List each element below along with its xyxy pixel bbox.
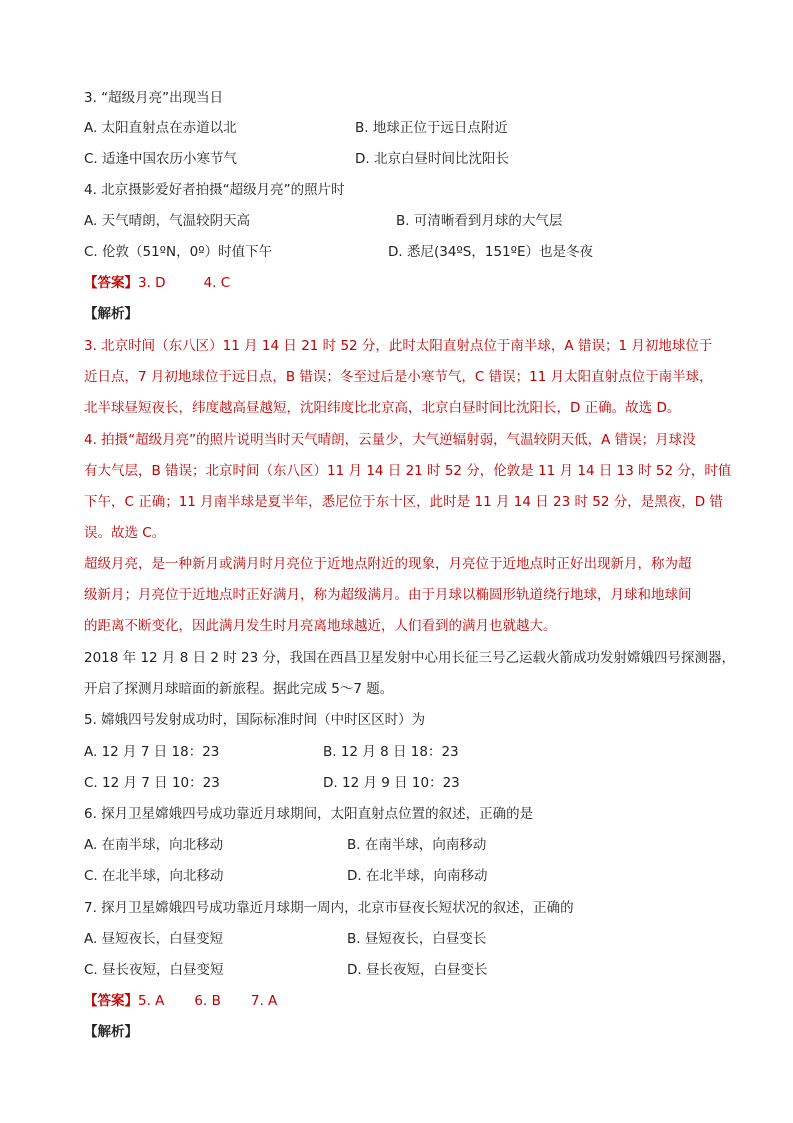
q4-option-b: B. 可清晰看到月球的大气层	[396, 213, 563, 229]
q6-stem: 6. 探月卫星嫦娥四号成功靠近月球期间，太阳直射点位置的叙述，正确的是	[84, 806, 534, 822]
answer-6: 6. B	[194, 993, 221, 1009]
exp4-line: 下午，C 正确；11 月南半球是夏半年，悉尼位于东十区，此时是 11 月 14 日 23 时 52 分，是黑夜，D 错	[84, 494, 723, 510]
q6-option-a: A. 在南半球，向北移动	[84, 837, 224, 853]
exp4-line: 有大气层，B 错误；北京时间（东八区）11 月 14 日 21 时 52 分，伦敦是 11 月 14 日 13 时 52 分，时值	[84, 463, 732, 479]
note-line: 级新月；月亮位于近地点时正好满月，称为超级满月。由于月球以椭圆形轨道绕行地球，月球和地球间	[84, 587, 692, 603]
answer-3: 3. D	[138, 275, 166, 291]
note-line: 的距离不断变化，因此满月发生时月亮离地球越近，人们看到的满月也就越大。	[84, 618, 557, 634]
exp3-line: 北半球昼短夜长，纬度越高昼越短，沈阳纬度比北京高，北京白昼时间比沈阳长，D 正确。故选 D。	[84, 400, 681, 416]
q4-option-d: D. 悉尼(34ºS，151ºE）也是冬夜	[388, 244, 594, 260]
q7-option-c: C. 昼长夜短，白昼变短	[84, 962, 224, 978]
intro-line: 2018 年 12 月 8 日 2 时 23 分，我国在西昌卫星发射中心用长征三号乙运载火箭成功发射嫦娥四号探测器，	[84, 650, 736, 666]
q4-option-c: C. 伦敦（51ºN，0º）时值下午	[84, 244, 273, 260]
answer-7: 7. A	[250, 993, 278, 1009]
answer-label: 【答案】	[84, 993, 138, 1009]
intro-line: 开启了探测月球暗面的新旅程。据此完成 5～7 题。	[84, 681, 394, 697]
q5-option-c: C. 12 月 7 日 10：23	[84, 775, 220, 791]
q3-option-b: B. 地球正位于远日点附近	[355, 120, 508, 136]
answer-5: 5. A	[138, 993, 165, 1009]
q5-option-b: B. 12 月 8 日 18：23	[323, 744, 459, 760]
q7-option-a: A. 昼短夜长，白昼变短	[84, 931, 224, 947]
exp4-line: 误。故选 C。	[84, 525, 166, 541]
q3-option-d: D. 北京白昼时间比沈阳长	[355, 151, 509, 167]
q4-option-a: A. 天气晴朗，气温较阴天高	[84, 213, 251, 229]
analysis-label-1: 【解析】	[84, 306, 138, 322]
q3-option-c: C. 适逢中国农历小寒节气	[84, 151, 238, 167]
q7-option-d: D. 昼长夜短，白昼变长	[347, 962, 488, 978]
analysis-label-2: 【解析】	[84, 1024, 138, 1040]
q7-stem: 7. 探月卫星嫦娥四号成功靠近月球期一周内，北京市昼夜长短状况的叙述，正确的	[84, 900, 574, 916]
q6-option-c: C. 在北半球，向北移动	[84, 868, 224, 884]
q5-option-d: D. 12 月 9 日 10：23	[323, 775, 460, 791]
answer-4: 4. C	[203, 275, 231, 291]
exp4-line: 4. 拍摄“超级月亮”的照片说明当时天气晴朗，云量少，大气逆辐射弱，气温较阴天低，A 错误；月球没	[84, 432, 696, 448]
exp3-line: 3. 北京时间（东八区）11 月 14 日 21 时 52 分，此时太阳直射点位于南半球，A 错误；1 月初地球位于	[84, 338, 713, 354]
answer-label: 【答案】	[84, 275, 138, 291]
exp3-line: 近日点，7 月初地球位于远日点，B 错误；冬至过后是小寒节气，C 错误；11 月太阳直射点位于南半球，	[84, 369, 713, 385]
q6-option-d: D. 在北半球，向南移动	[347, 868, 488, 884]
answer-block-1	[84, 273, 230, 293]
q3-stem: 3. “超级月亮”出现当日	[84, 90, 224, 106]
note-line: 超级月亮，是一种新月或满月时月亮位于近地点附近的现象，月亮位于近地点时正好出现新月，称为超	[84, 556, 692, 572]
q5-option-a: A. 12 月 7 日 18：23	[84, 744, 220, 760]
q6-option-b: B. 在南半球，向南移动	[347, 837, 487, 853]
q7-option-b: B. 昼短夜长，白昼变长	[347, 931, 487, 947]
q5-stem: 5. 嫦娥四号发射成功时，国际标准时间（中时区区时）为	[84, 712, 426, 728]
q4-stem: 4. 北京摄影爱好者拍摄“超级月亮”的照片时	[84, 182, 345, 198]
q3-option-a: A. 太阳直射点在赤道以北	[84, 120, 237, 136]
answer-block-2	[84, 991, 277, 1011]
